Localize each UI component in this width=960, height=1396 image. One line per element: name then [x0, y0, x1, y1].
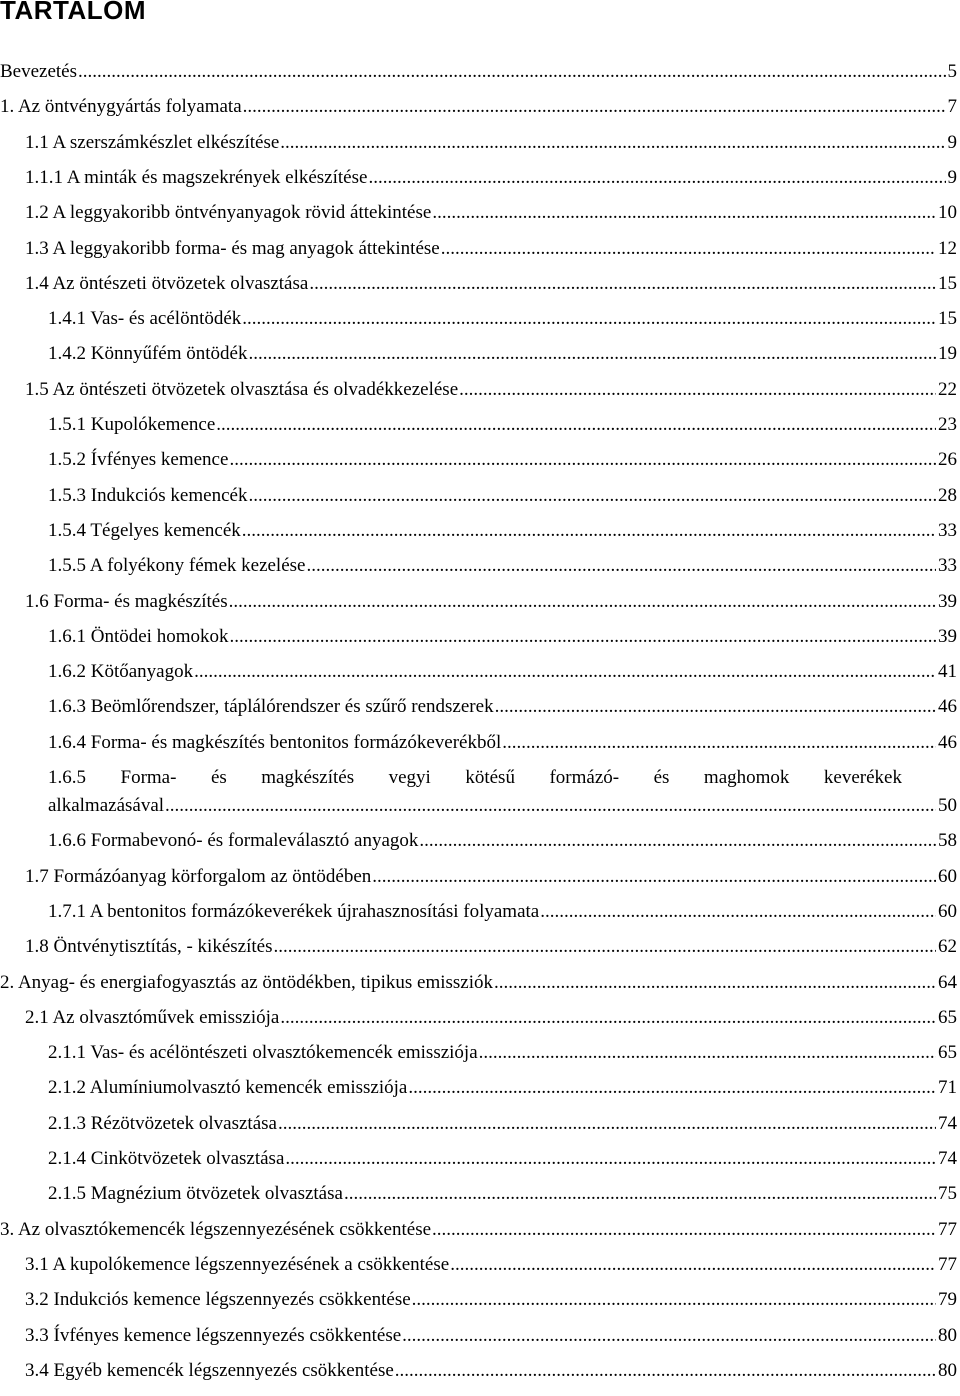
toc-entry-label: 1.4.1 Vas- és acélöntödék: [48, 308, 242, 330]
toc-entry-page-number: 39: [938, 590, 957, 612]
toc-entry-label: 1.5.2 Ívfényes kemence: [48, 449, 229, 471]
toc-entry-page-number: 5: [947, 61, 957, 82]
toc-dot-leader: [479, 1039, 936, 1067]
toc-entry-label: 1.6.2 Kötőanyagok: [48, 661, 194, 683]
toc-entry-page-number: 46: [938, 731, 957, 753]
toc-entry-page-number: 23: [938, 414, 957, 435]
toc-entry[interactable]: [48, 482, 960, 510]
toc-entry[interactable]: [48, 623, 960, 651]
toc-entry-label: 1.5.4 Tégelyes kemencék: [48, 519, 241, 541]
toc-entry[interactable]: [0, 93, 960, 121]
toc-entry-label: 1.7 Formázóanyag körforgalom az öntödében: [25, 865, 372, 887]
toc-entry-page-number: 10: [938, 202, 957, 224]
toc-dot-leader: [165, 792, 936, 820]
toc-entry-page-number: 60: [938, 865, 957, 887]
toc-dot-leader: [229, 446, 936, 474]
toc-entry-label: 2.1.1 Vas- és acélöntészeti olvasztókemencék emissziója: [48, 1042, 478, 1064]
toc-entry-label: 3.4 Egyéb kemencék légszennyezés csökkentése: [25, 1359, 394, 1381]
toc-entry-label: 1.5.1 Kupolókemence: [48, 414, 216, 435]
toc-entry-label: 3.2 Indukciós kemence légszennyezés csökkentése: [25, 1289, 411, 1311]
toc-entry-word: kötésű: [465, 767, 515, 788]
toc-entry-word: és: [210, 767, 227, 788]
toc-entry[interactable]: [25, 199, 960, 227]
toc-entry-page-number: 28: [938, 484, 957, 506]
toc-entry[interactable]: [48, 729, 960, 757]
toc-entry-label: 1.6.1 Öntödei homokok: [48, 625, 229, 647]
toc-entry-label: 2.1.2 Alumíniumolvasztó kemencék emissziója: [48, 1077, 408, 1099]
toc-dot-leader: [412, 1286, 936, 1314]
toc-entry-label: 1.7.1 A bentonitos formázókeverékek újrahasznosítási folyamata: [48, 900, 540, 922]
toc-entry[interactable]: [48, 446, 960, 474]
toc-entry-page-number: 74: [938, 1148, 957, 1169]
toc-entry[interactable]: [48, 1110, 960, 1138]
toc-entry[interactable]: [48, 340, 960, 368]
toc-entry-label: 2. Anyag- és energiafogyasztás az öntödékben, tipikus emissziók: [0, 971, 493, 993]
toc-entry-page-number: 65: [938, 1006, 957, 1028]
toc-entry[interactable]: [25, 863, 960, 891]
toc-entry-label: 1.1 A szerszámkészlet elkészítése: [25, 131, 280, 153]
toc-dot-leader: [248, 340, 936, 368]
toc-entry[interactable]: [25, 1322, 960, 1350]
toc-entry-label: 1.6.3 Beömlőrendszer, táplálórendszer és szűrő rendszerek: [48, 696, 494, 718]
toc-entry-label: 1.5.3 Indukciós kemencék: [48, 484, 248, 506]
toc-entry-page-number: 12: [938, 237, 957, 259]
toc-dot-leader: [441, 235, 936, 263]
toc-entry-label: 2.1.5 Magnézium ötvözetek olvasztása: [48, 1183, 343, 1205]
toc-dot-leader: [280, 129, 945, 157]
toc-entry[interactable]: [48, 552, 960, 580]
toc-entry-label: 1.3 A leggyakoribb forma- és mag anyagok áttekintése: [25, 237, 440, 259]
toc-entry-label: 1.8 Öntvénytisztítás, - kikészítés: [25, 936, 273, 958]
toc-entry[interactable]: [0, 58, 960, 86]
toc-entry-word: maghomok: [703, 767, 790, 788]
toc-entry-page-number: 19: [938, 343, 957, 365]
toc-entry[interactable]: [48, 764, 960, 820]
toc-entry-label: alkalmazásával: [48, 795, 165, 816]
toc-dot-leader: [243, 93, 946, 121]
toc-entry[interactable]: [48, 1074, 960, 1102]
toc-entry-label: 2.1.3 Rézötvözetek olvasztása: [48, 1112, 277, 1134]
toc-dot-leader: [540, 898, 936, 926]
toc-entry-word: magkészítés: [261, 767, 355, 788]
toc-entry-page-number: 65: [938, 1042, 957, 1064]
toc-dot-leader: [459, 376, 936, 404]
toc-dot-leader: [278, 1110, 936, 1138]
toc-entry-label: 1.6.4 Forma- és magkészítés bentonitos formázókeverékből: [48, 731, 502, 753]
toc-entry-word: keverékek: [823, 767, 902, 788]
toc-entry[interactable]: [48, 693, 960, 721]
toc-entry[interactable]: [48, 1039, 960, 1067]
toc-entry-page-number: 41: [938, 661, 957, 683]
toc-entry-page-number: 33: [938, 555, 957, 577]
toc-entry[interactable]: [25, 1251, 960, 1279]
toc-dot-leader: [432, 1216, 936, 1244]
toc-dot-leader: [395, 1357, 936, 1385]
toc-entry-page-number: 9: [947, 166, 957, 188]
toc-entry-word: Forma-: [120, 767, 177, 788]
toc-entry-label: 1. Az öntvénygyártás folyamata: [0, 96, 242, 118]
toc-dot-leader: [408, 1074, 936, 1102]
toc-dot-leader: [285, 1145, 936, 1173]
toc-entry-label: 1.5 Az öntészeti ötvözetek olvasztása és olvadékkezelése: [25, 378, 459, 400]
toc-entry-page-number: 22: [938, 378, 957, 400]
toc-dot-leader: [194, 658, 936, 686]
toc-entry-label: 2.1.4 Cinkötvözetek olvasztása: [48, 1148, 285, 1169]
toc-entry[interactable]: [0, 1216, 960, 1244]
toc-entry-label: 1.6.6 Formabevonó- és formaleválasztó anyagok: [48, 830, 419, 852]
toc-dot-leader: [419, 827, 936, 855]
toc-dot-leader: [432, 199, 936, 227]
toc-entry-page-number: 80: [938, 1359, 957, 1381]
toc-entry-page-number: 15: [938, 308, 957, 330]
toc-entry-page-number: 75: [938, 1183, 957, 1205]
toc-entry-label: 1.5.5 A folyékony fémek kezelése: [48, 555, 306, 577]
toc-entry-page-number: 58: [938, 830, 957, 852]
toc-entry[interactable]: [25, 1286, 960, 1314]
toc-entry[interactable]: [0, 969, 960, 997]
toc-entry-page-number: 50: [938, 795, 957, 816]
toc-entry-label: 1.1.1 A minták és magszekrények elkészítése: [25, 166, 368, 188]
toc-dot-leader: [248, 482, 936, 510]
toc-entry[interactable]: [25, 270, 960, 298]
toc-entry[interactable]: [25, 588, 960, 616]
toc-dot-leader: [368, 164, 945, 192]
toc-entry-page-number: 71: [938, 1077, 957, 1099]
toc-entry-label: 3.1 A kupolókemence légszennyezésének a csökkentése: [25, 1253, 450, 1275]
toc-entry-page-number: 64: [938, 971, 957, 993]
toc-dot-leader: [242, 517, 936, 545]
toc-dot-leader: [230, 623, 937, 651]
toc-entry-label: 1.6 Forma- és magkészítés: [25, 590, 228, 612]
toc-entry-label: Bevezetés: [0, 61, 78, 82]
toc-entry-page-number: 77: [938, 1218, 957, 1240]
toc-entry-word: formázó-: [549, 767, 620, 788]
toc-entry-page-number: 62: [938, 936, 957, 958]
toc-entry[interactable]: [25, 164, 960, 192]
toc-entry-page-number: 26: [938, 449, 957, 471]
toc-dot-leader: [273, 933, 936, 961]
toc-entry[interactable]: [48, 1180, 960, 1208]
toc-entry[interactable]: [25, 1357, 960, 1385]
toc-entry[interactable]: [48, 827, 960, 855]
toc-entry[interactable]: [25, 1004, 960, 1032]
toc-dot-leader: [280, 1004, 936, 1032]
toc-entry[interactable]: [48, 898, 960, 926]
toc-entry-word: és: [653, 767, 670, 788]
toc-entry-page-number: 79: [938, 1289, 957, 1311]
toc-dot-leader: [502, 729, 936, 757]
toc-dot-leader: [229, 588, 936, 616]
toc-entry-page-number: 46: [938, 696, 957, 718]
toc-entry-page-number: 77: [938, 1253, 957, 1275]
toc-entry[interactable]: [25, 376, 960, 404]
toc-entry-label: 3. Az olvasztókemencék légszennyezésének csökkentése: [0, 1218, 432, 1240]
toc-dot-leader: [402, 1322, 936, 1350]
toc-entry-page-number: 74: [938, 1112, 957, 1134]
toc-entry-page-number: 80: [938, 1324, 957, 1346]
toc-dot-leader: [450, 1251, 936, 1279]
toc-dot-leader: [216, 411, 936, 439]
toc-entry[interactable]: [48, 517, 960, 545]
toc-heading: TARTALOM: [0, 0, 146, 25]
toc-entry-page-number: 7: [947, 96, 957, 118]
toc-entry-word: 1.6.5: [48, 767, 86, 788]
toc-dot-leader: [344, 1180, 936, 1208]
toc-entry-page-number: 9: [947, 131, 957, 153]
toc-entry-page-number: 15: [938, 272, 957, 294]
toc-dot-leader: [306, 552, 936, 580]
toc-entry-label: 1.4.2 Könnyűfém öntödék: [48, 343, 248, 365]
toc-entry[interactable]: [25, 933, 960, 961]
toc-dot-leader: [495, 693, 936, 721]
toc-entry-label: 3.3 Ívfényes kemence légszennyezés csökkentése: [25, 1324, 402, 1346]
toc-entry[interactable]: [48, 658, 960, 686]
toc-entry[interactable]: [25, 129, 960, 157]
toc-entry-label: 1.4 Az öntészeti ötvözetek olvasztása: [25, 272, 309, 294]
toc-dot-leader: [242, 305, 936, 333]
toc-entry[interactable]: [25, 235, 960, 263]
toc-entry-page-number: 60: [938, 900, 957, 922]
toc-entry-page-number: 39: [938, 625, 957, 647]
toc-entry-label: 2.1 Az olvasztóművek emissziója: [25, 1006, 280, 1028]
toc-entry-label-line: [48, 764, 960, 792]
toc-entry-word: vegyi: [388, 767, 431, 788]
toc-dot-leader: [309, 270, 936, 298]
toc-entry[interactable]: [48, 411, 960, 439]
toc-entry-page-number: 33: [938, 519, 957, 541]
toc-entry[interactable]: [48, 305, 960, 333]
toc-dot-leader: [494, 969, 936, 997]
toc-entry-label: 1.2 A leggyakoribb öntvényanyagok rövid áttekintése: [25, 202, 432, 224]
toc-dot-leader: [78, 58, 945, 86]
toc-dot-leader: [372, 863, 936, 891]
toc-entry[interactable]: [48, 1145, 960, 1173]
